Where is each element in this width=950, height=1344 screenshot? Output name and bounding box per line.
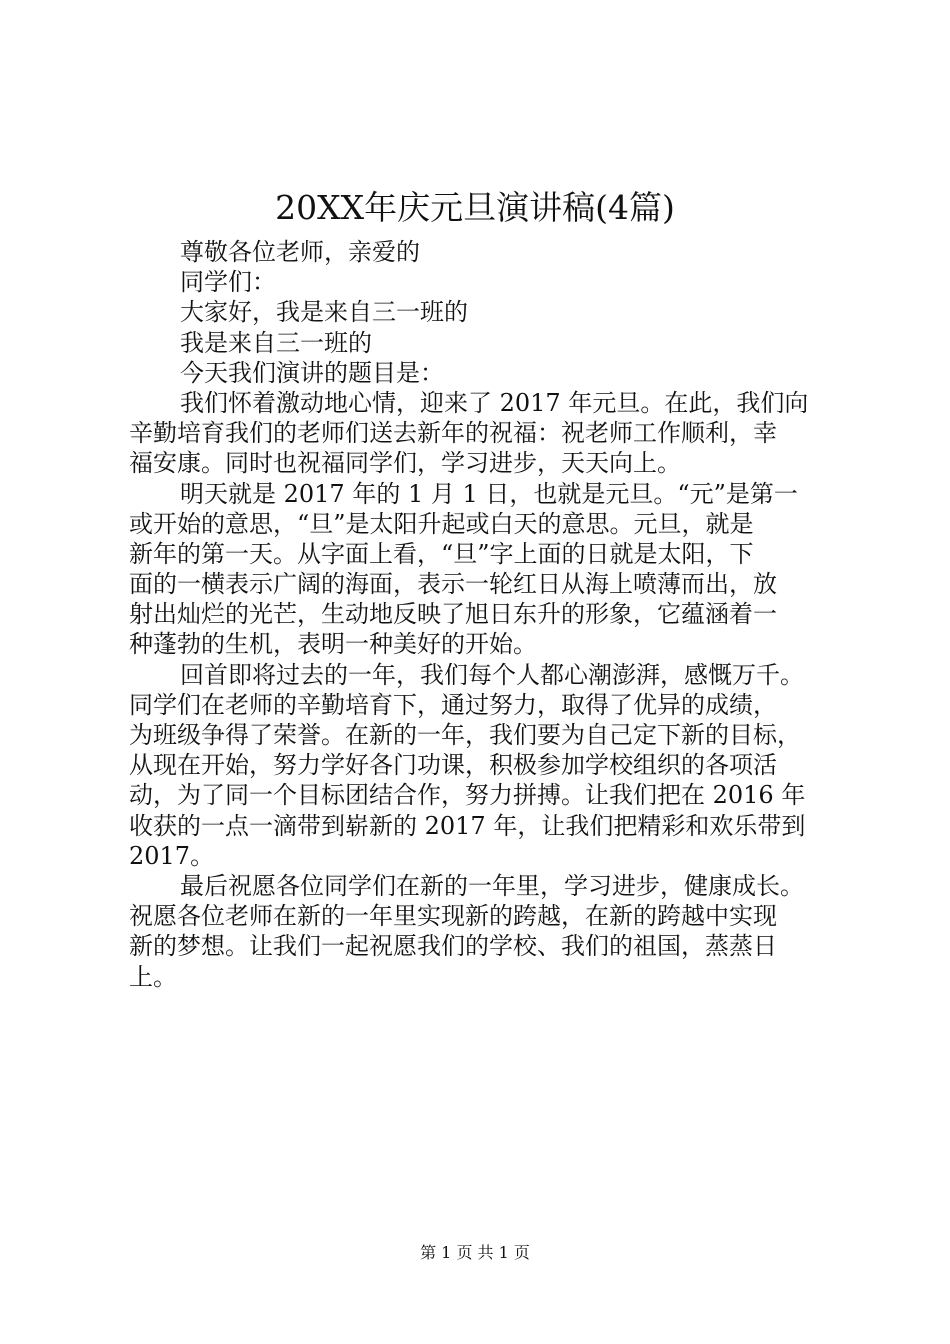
text-line: 上。 <box>129 962 177 991</box>
text-line: 大家好，我是来自三一班的 <box>180 298 468 327</box>
text-line: 回首即将过去的一年，我们每个人都心潮澎湃，感慨万千。 <box>180 660 804 689</box>
text-line: 最后祝愿各位同学们在新的一年里，学习进步，健康成长。 <box>180 871 804 900</box>
text-line: 动，为了同一个目标团结合作，努力拼搏。让我们把在 2016 年 <box>129 781 806 810</box>
text-line: 或开始的意思，“旦”是太阳升起或白天的意思。元旦，就是 <box>129 509 754 538</box>
text-line: 新的梦想。让我们一起祝愿我们的学校、我们的祖国，蒸蒸日 <box>129 932 777 961</box>
text-line: 收获的一点一滴带到崭新的 2017 年，让我们把精彩和欢乐带到 <box>129 811 806 840</box>
text-line: 2017。 <box>129 841 215 870</box>
text-line: 为班级争得了荣誉。在新的一年，我们要为自己定下新的目标， <box>129 721 801 749</box>
text-line: 明天就是 2017 年的 1 月 1 日，也就是元旦。“元”是第一 <box>180 479 798 508</box>
text-line: 种蓬勃的生机，表明一种美好的开始。 <box>129 630 537 659</box>
page-footer: 第 1 页 共 1 页 <box>420 1243 530 1262</box>
text-line: 尊敬各位老师，亲爱的 <box>180 238 420 266</box>
text-line: 面的一横表示广阔的海面，表示一轮红日从海上喷薄而出，放 <box>129 570 777 599</box>
text-line: 今天我们演讲的题目是： <box>180 358 444 387</box>
text-line: 从现在开始，努力学好各门功课，积极参加学校组织的各项活 <box>129 751 777 780</box>
text-line: 我是来自三一班的 <box>180 328 372 357</box>
text-line: 福安康。同时也祝福同学们，学习进步，天天向上。 <box>129 449 681 478</box>
text-line: 我们怀着激动地心情，迎来了 2017 年元旦。在此，我们向 <box>180 388 809 417</box>
document-body <box>129 237 841 992</box>
page-title: 20XX年庆元旦演讲稿(4篇) <box>275 188 675 227</box>
text-line: 射出灿烂的光芒，生动地反映了旭日东升的形象，它蕴涵着一 <box>129 600 777 629</box>
text-line: 同学们在老师的辛勤培育下，通过努力，取得了优异的成绩， <box>129 690 777 719</box>
text-line: 辛勤培育我们的老师们送去新年的祝福：祝老师工作顺利，幸 <box>129 419 777 448</box>
text-line: 祝愿各位老师在新的一年里实现新的跨越，在新的跨越中实现 <box>129 902 777 931</box>
text-line: 同学们： <box>180 268 276 297</box>
text-line: 新年的第一天。从字面上看，“旦”字上面的日就是太阳，下 <box>129 539 754 568</box>
